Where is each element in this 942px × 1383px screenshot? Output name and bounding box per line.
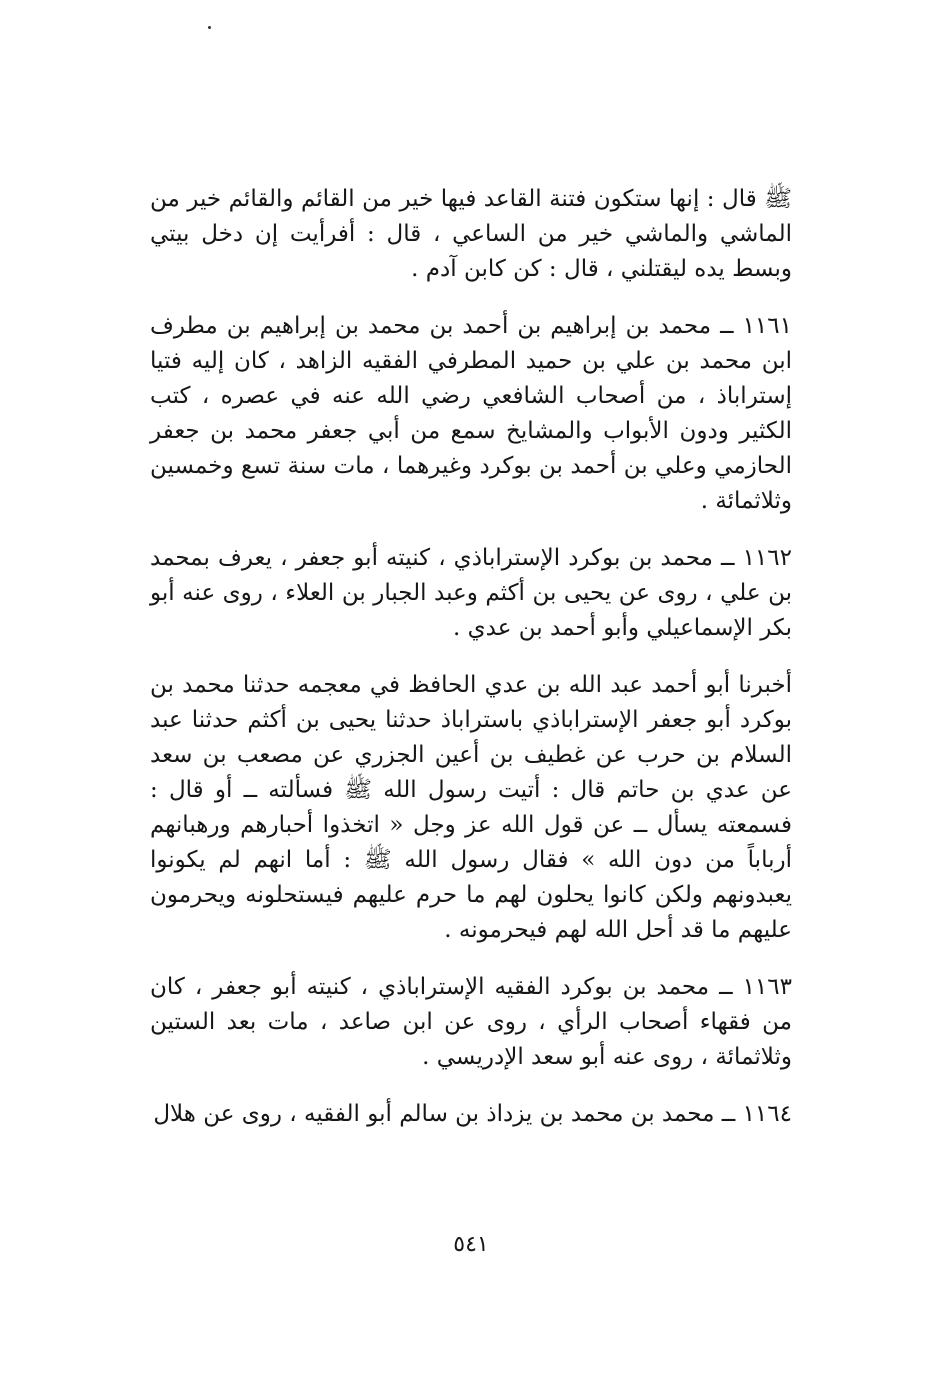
entry-1162: ١١٦٢ ــ محمد بن بوكرد الإستراباذي ، كنيته أبو جعفر ، يعرف بمحمد بن علي ، روى عن يحيى بن أكثم وعبد الجبار بن العلاء ، روى عنه أبو بكر الإسماعيلي وأبو أحمد بن عدي . <box>150 545 792 641</box>
entry-1163: ١١٦٣ ــ محمد بن بوكرد الفقيه الإستراباذي ، كنيته أبو جعفر ، كان من فقهاء أصحاب الرأي ، روى عن ابن صاعد ، مات بعد الستين وثلاثمائة ، روى عنه أبو سعد الإدريسي . <box>150 974 792 1070</box>
entry-1161: ١١٦١ ــ محمد بن إبراهيم بن أحمد بن محمد بن إبراهيم بن مطرف ابن محمد بن علي بن حميد المطرفي الفقيه الزاهد ، كان إليه فتيا إستراباذ ، من أصحاب الشافعي رضي الله عنه في عصره ، كتب الكثير ودون الأبواب والمشايخ سمع من أبي جعفر محمد بن جعفر الحازمي وعلي بن أحمد بن بوكرد وغيرهما ، مات سنة تسع وخمسين وثلاثمائة . <box>150 313 792 514</box>
ink-speck <box>208 26 211 29</box>
page-number: ٥٤١ <box>453 1232 489 1257</box>
entry-1164: ١١٦٤ ــ محمد بن محمد بن يزداذ بن سالم أبو الفقيه ، روى عن هلال <box>153 1101 792 1127</box>
paragraph-hadith-continuation: ﷺ قال : إنها ستكون فتنة القاعد فيها خير من القائم والقائم خير من الماشي والماشي خير من الساعي ، قال : أفرأيت إن دخل بيتي وبسط يده ليقتلني ، قال : كن كابن آدم . <box>150 186 792 282</box>
paragraph-hadith-narration: أخبرنا أبو أحمد عبد الله بن عدي الحافظ في معجمه حدثنا محمد بن بوكرد أبو جعفر الإستراباذي باستراباذ حدثنا يحيى بن أكثم حدثنا عبد السلام بن حرب عن غطيف بن أعين الجزري عن مصعب بن سعد عن عدي بن حاتم قال : أتيت رسول الله ﷺ فسألته ــ أو قال : فسمعته يسأل ــ عن قول الله عز وجل « اتخذوا أحبارهم ورهبانهم أرباباً من دون الله » فقال رسول الله ﷺ : أما انهم لم يكونوا يعبدونهم ولكن كانوا يحلون لهم ما حرم عليهم فيستحلونه ويحرمون عليهم ما قد أحل الله لهم فيحرمونه . <box>150 672 792 943</box>
page-body <box>150 182 792 1154</box>
